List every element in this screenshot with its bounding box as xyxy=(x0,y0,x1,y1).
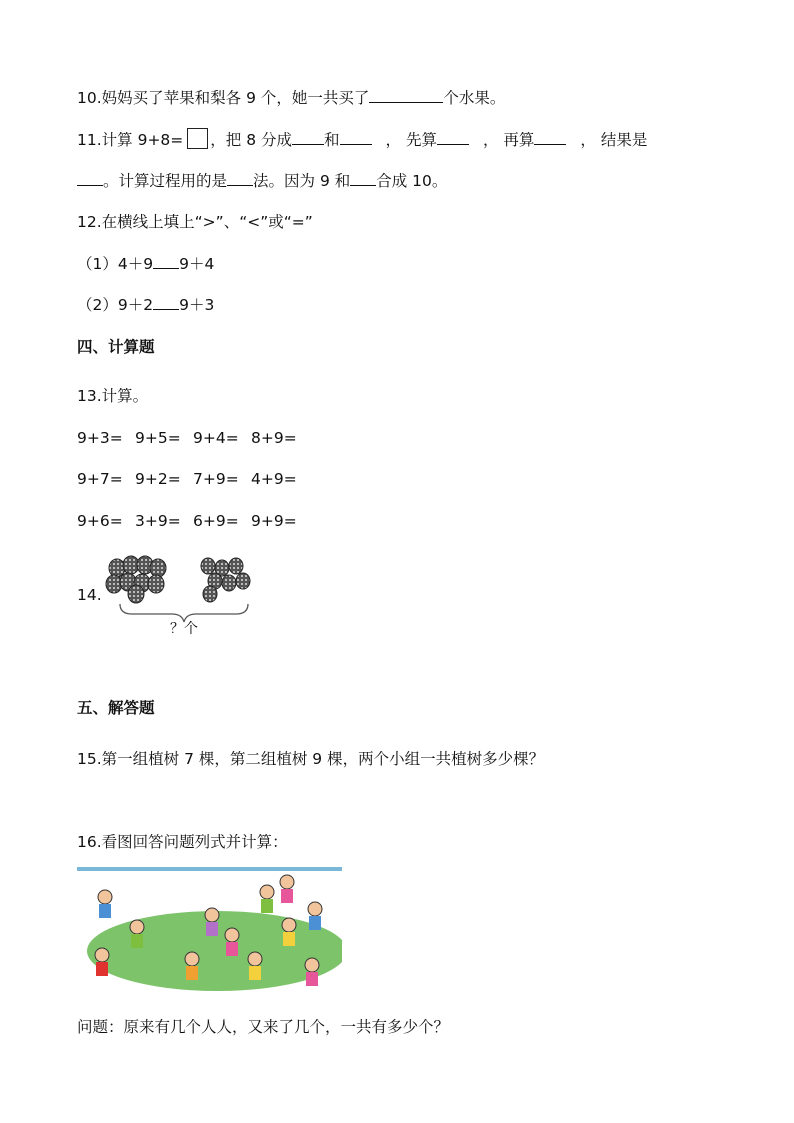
question-11-text: ，把 8 分成 xyxy=(210,131,292,149)
calc-item: 9+4= xyxy=(193,429,239,447)
question-11-text: 。计算过程用的是 xyxy=(103,172,228,190)
calc-row xyxy=(77,427,309,449)
answer-blank[interactable] xyxy=(534,130,566,145)
question-11-text: 和 xyxy=(324,131,340,149)
question-10 xyxy=(77,87,505,109)
calc-row xyxy=(77,468,309,490)
question-10-text-end: 个水果。 xyxy=(443,89,506,107)
sky-strip xyxy=(77,867,342,871)
calc-item: 9+3= xyxy=(77,429,123,447)
children-illustration xyxy=(77,867,342,995)
question-11-text: ， 先算 xyxy=(385,131,437,149)
fruit-group-right xyxy=(201,558,250,602)
calc-item: 3+9= xyxy=(135,512,181,530)
answer-blank[interactable] xyxy=(77,171,103,186)
answer-blank[interactable] xyxy=(227,171,253,186)
calc-item: 9+7= xyxy=(77,470,123,488)
question-11-text: ， 再算 xyxy=(482,131,535,149)
calc-item: 7+9= xyxy=(193,470,239,488)
answer-blank[interactable] xyxy=(292,130,324,145)
comparison-left: （2）9＋2 xyxy=(77,296,154,314)
answer-blank[interactable] xyxy=(437,130,469,145)
calc-item: 4+9= xyxy=(251,470,297,488)
calc-row xyxy=(77,510,309,532)
question-12-item-2 xyxy=(77,294,214,316)
question-12-item-1 xyxy=(77,253,214,275)
answer-blank[interactable] xyxy=(340,130,372,145)
question-11-text: ， 结果是 xyxy=(580,131,648,149)
question-11-cont xyxy=(77,170,447,192)
calc-item: 9+9= xyxy=(251,512,297,530)
calc-item: 6+9= xyxy=(193,512,239,530)
question-11-text: 法。因为 9 和 xyxy=(253,172,351,190)
question-11-text: 合成 10。 xyxy=(376,172,448,190)
section-heading-5: 五、解答题 xyxy=(77,698,155,717)
section-heading-4: 四、计算题 xyxy=(77,337,155,356)
question-15: 15.第一组植树 7 棵，第二组植树 9 棵，两个小组一共植树多少棵？ xyxy=(77,750,545,768)
question-11 xyxy=(77,128,647,151)
calc-item: 9+5= xyxy=(135,429,181,447)
answer-blank[interactable] xyxy=(153,254,179,269)
comparison-left: （1）4＋9 xyxy=(77,255,154,273)
question-13-title: 13.计算。 xyxy=(77,387,149,405)
answer-blank[interactable] xyxy=(369,88,443,103)
fruit-group-left xyxy=(106,556,166,603)
brace-label: ？个 xyxy=(170,621,198,637)
question-10-text: 10.妈妈买了苹果和梨各 9 个，她一共买了 xyxy=(77,89,370,107)
comparison-right: 9＋4 xyxy=(179,255,215,273)
answer-blank[interactable] xyxy=(350,171,376,186)
question-11-text: 11.计算 9+8= xyxy=(77,131,184,149)
question-16-prompt: 问题：原来有几个人人，又来了几个，一共有多少个？ xyxy=(77,1018,450,1036)
question-16-title: 16.看图回答问题列式并计算： xyxy=(77,833,288,851)
answer-box[interactable] xyxy=(187,128,208,149)
calc-item: 9+6= xyxy=(77,512,123,530)
calc-item: 9+2= xyxy=(135,470,181,488)
calc-item: 8+9= xyxy=(251,429,297,447)
answer-blank[interactable] xyxy=(153,295,179,310)
comparison-right: 9＋3 xyxy=(179,296,215,314)
question-14-number: 14. xyxy=(77,586,102,604)
question-12-title: 12.在横线上填上“>”、“<”或“=” xyxy=(77,213,313,231)
